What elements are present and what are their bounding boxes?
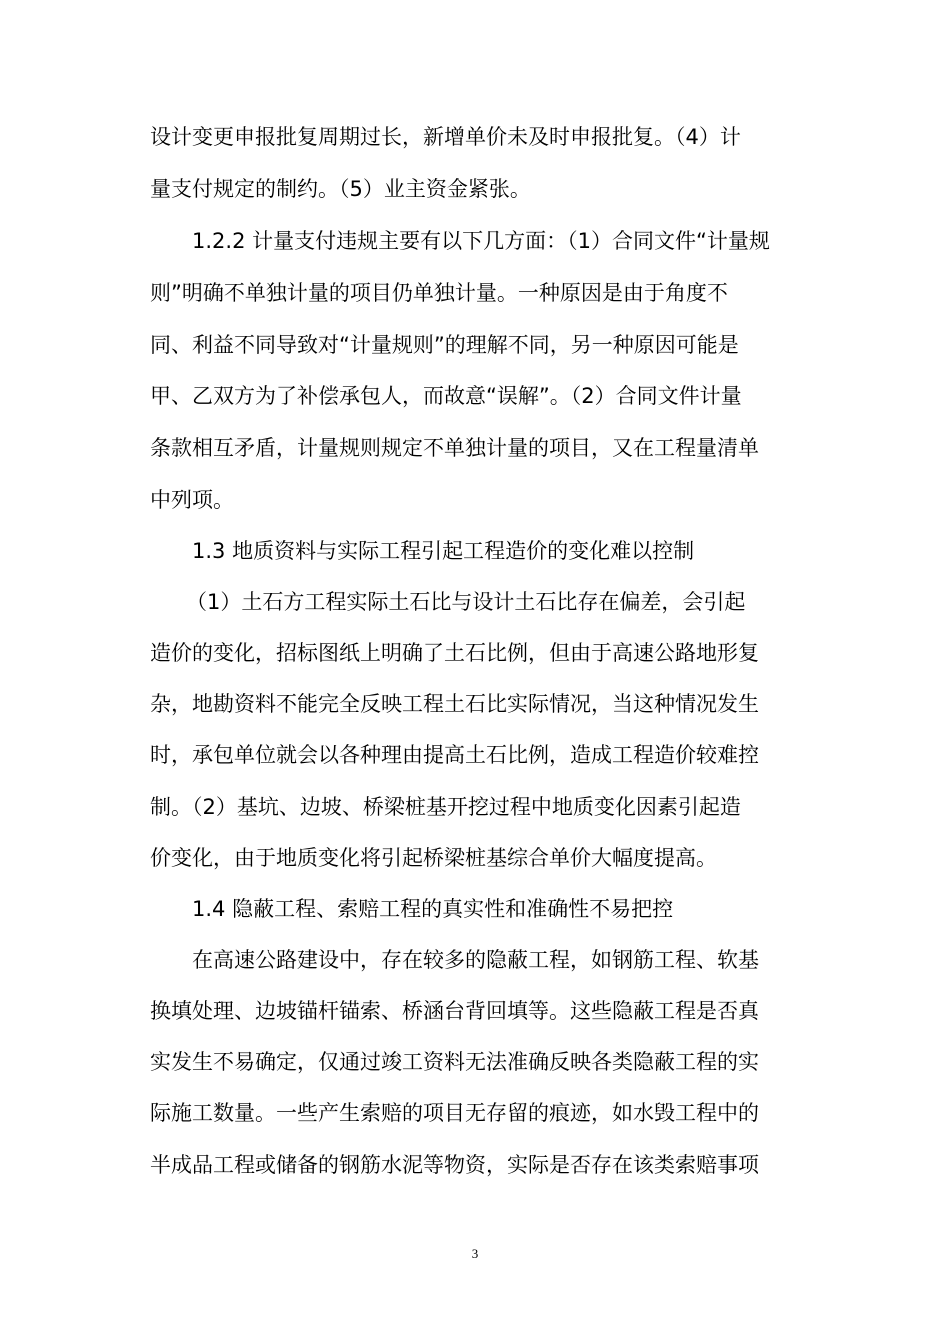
text-line: 时，承包单位就会以各种理由提高土石比例，造成工程造价较难控 xyxy=(150,743,759,767)
section-heading: 1.4 隐蔽工程、索赔工程的真实性和准确性不易把控 xyxy=(192,897,674,921)
text-line: 中列项。 xyxy=(150,488,234,512)
text-line: 价变化，由于地质变化将引起桥梁桩基综合单价大幅度提高。 xyxy=(150,846,717,870)
text-line: 造价的变化，招标图纸上明确了土石比例，但由于高速公路地形复 xyxy=(150,641,759,665)
text-line: 在高速公路建设中，存在较多的隐蔽工程，如钢筋工程、软基 xyxy=(192,948,759,972)
text-line: 设计变更申报批复周期过长，新增单价未及时申报批复。（4）计 xyxy=(150,125,741,149)
text-line: 换填处理、边坡锚杆锚索、桥涵台背回填等。这些隐蔽工程是否真 xyxy=(150,999,759,1023)
text-line: 1.2.2 计量支付违规主要有以下几方面：（1）合同文件“计量规 xyxy=(192,229,770,253)
text-line: 量支付规定的制约。（5）业主资金紧张。 xyxy=(150,177,531,201)
text-line: 条款相互矛盾，计量规则规定不单独计量的项目，又在工程量清单 xyxy=(150,436,759,460)
text-line: 甲、乙双方为了补偿承包人，而故意“误解”。（2）合同文件计量 xyxy=(150,384,742,408)
page-number: 3 xyxy=(471,1246,479,1261)
text-line: 制。（2）基坑、边坡、桥梁桩基开挖过程中地质变化因素引起造 xyxy=(150,795,741,819)
text-line: 半成品工程或储备的钢筋水泥等物资，实际是否存在该类索赔事项 xyxy=(150,1153,759,1177)
text-line: 杂，地勘资料不能完全反映工程土石比实际情况，当这种情况发生 xyxy=(150,692,759,716)
text-line: 实发生不易确定，仅通过竣工资料无法准确反映各类隐蔽工程的实 xyxy=(150,1050,759,1074)
text-line: 则”明确不单独计量的项目仍单独计量。一种原因是由于角度不 xyxy=(150,281,728,305)
text-line: 同、利益不同导致对“计量规则”的理解不同，另一种原因可能是 xyxy=(150,333,739,357)
text-line: 际施工数量。一些产生索赔的项目无存留的痕迹，如水毁工程中的 xyxy=(150,1101,759,1125)
text-line: （1）土石方工程实际土石比与设计土石比存在偏差，会引起 xyxy=(186,590,746,614)
section-heading: 1.3 地质资料与实际工程引起工程造价的变化难以控制 xyxy=(192,539,695,563)
